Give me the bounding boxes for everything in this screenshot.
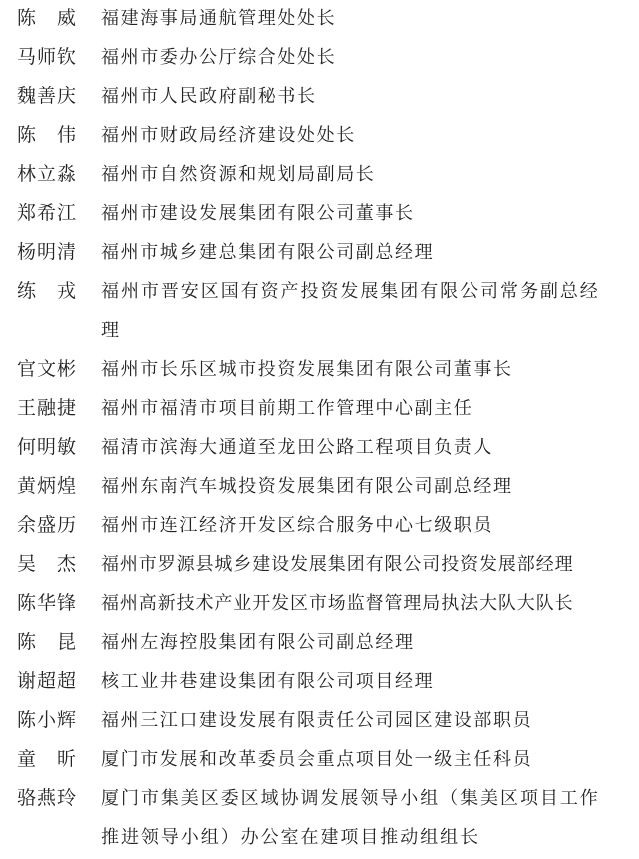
person-title: 福州市自然资源和规划局副局长 [101,164,376,185]
list-item [17,428,619,467]
list-item [17,623,619,662]
person-title: 福州市晋安区国有资产投资发展集团有限公司常务副总经理 [101,281,600,341]
list-item [17,506,619,545]
person-title: 厦门市发展和改革委员会重点项目处一级主任科员 [101,749,533,770]
list-item [17,467,619,506]
person-name: 魏善庆 [17,85,78,107]
person-name: 谢超超 [17,670,78,692]
person-name: 陈小辉 [17,709,78,731]
person-title: 厦门市集美区委区域协调发展领导小组（集美区项目工作推进领导小组）办公室在建项目推动组组长 [101,788,600,848]
person-name: 官文彬 [17,358,78,380]
list-item [17,545,619,584]
list-item [17,116,619,155]
person-name: 童 昕 [17,748,78,770]
person-title: 福州市福清市项目前期工作管理中心副主任 [101,398,474,419]
list-item [17,38,619,77]
person-name: 陈 伟 [17,124,78,146]
person-title: 福州东南汽车城投资发展集团有限公司副总经理 [101,476,513,497]
list-item [17,584,619,623]
person-name: 陈 昆 [17,631,78,653]
person-name: 何明敏 [17,436,78,458]
person-title: 福清市滨海大通道至龙田公路工程项目负责人 [101,437,493,458]
person-name: 郑希江 [17,202,78,224]
person-name: 练 戎 [17,280,78,302]
list-item [17,662,619,701]
list-item [17,779,619,857]
list-item [17,740,619,779]
person-name: 余盛历 [17,514,78,536]
person-name: 马师钦 [17,46,78,68]
person-name: 吴 杰 [17,553,78,575]
person-title: 福州市长乐区城市投资发展集团有限公司董事长 [101,359,513,380]
person-title: 福建海事局通航管理处处长 [101,8,337,29]
person-title: 福州市连江经济开发区综合服务中心七级职员 [101,515,493,536]
person-name: 陈 威 [17,7,78,29]
person-name: 陈华锋 [17,592,78,614]
person-title: 福州高新技术产业开发区市场监督管理局执法大队大队长 [101,593,574,614]
list-item [17,350,619,389]
person-title: 福州市罗源县城乡建设发展集团有限公司投资发展部经理 [101,554,574,575]
list-item [17,155,619,194]
person-title: 福州市人民政府副秘书长 [101,86,317,107]
person-name: 王融捷 [17,397,78,419]
person-title: 福州三江口建设发展有限责任公司园区建设部职员 [101,710,533,731]
list-item [17,77,619,116]
person-name: 杨明清 [17,241,78,263]
person-title: 核工业井巷建设集团有限公司项目经理 [101,671,435,692]
person-name: 骆燕玲 [17,787,78,809]
person-title: 福州市委办公厅综合处处长 [101,47,337,68]
list-item [17,194,619,233]
list-item [17,233,619,272]
list-item [17,0,619,38]
person-name: 黄炳煌 [17,475,78,497]
person-title: 福州市城乡建总集团有限公司副总经理 [101,242,435,263]
list-item [17,272,619,350]
person-title: 福州市建设发展集团有限公司董事长 [101,203,415,224]
list-item [17,701,619,740]
person-title: 福州市财政局经济建设处处长 [101,125,356,146]
list-item [17,389,619,428]
person-name: 林立淼 [17,163,78,185]
person-title: 福州左海控股集团有限公司副总经理 [101,632,415,653]
